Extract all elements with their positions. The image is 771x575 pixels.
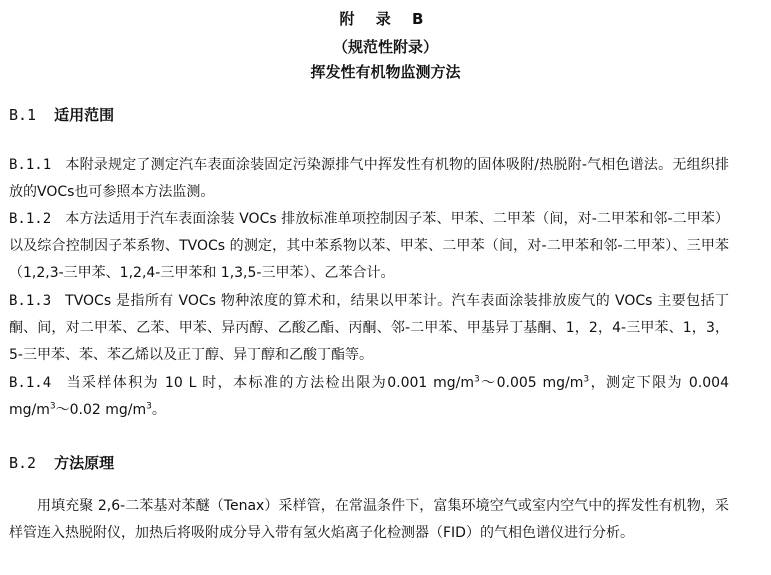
clause-text-part: 。 [151, 402, 166, 419]
section-b1-heading [9, 105, 114, 125]
section-b2-number: B.2 [9, 454, 37, 472]
superscript: 3 [474, 374, 480, 385]
clause-b1-1 [9, 152, 729, 206]
clause-number: B.1.1 [9, 157, 52, 173]
section-b1-number: B.1 [9, 106, 37, 124]
clause-text: 本附录规定了测定汽车表面涂装固定污染源排气中挥发性有机物的固体吸附/热脱附-气相色谱法。无组织排放的VOCs也可参照本方法监测。 [9, 157, 729, 201]
clause-text-part: 当采样体积为 10 L 时，本标准的方法检出限为0.001 mg/m [65, 375, 475, 391]
clause-text-part: ～0.005 mg/m [479, 375, 584, 391]
clause-number: B.1.2 [9, 211, 52, 227]
clause-b1-4 [9, 370, 729, 424]
appendix-label: 附 录 B [339, 10, 432, 28]
appendix-title: 挥发性有机物监测方法 [310, 63, 461, 81]
superscript: 3 [49, 401, 56, 412]
superscript: 3 [583, 374, 590, 385]
clause-b1-2 [9, 206, 729, 288]
section-b2-title: 方法原理 [54, 454, 115, 472]
clause-text: 本方法适用于汽车表面涂装 VOCs 排放标准单项控制因子苯、甲苯、二甲苯（间，对-二甲苯和邻-二甲苯）以及综合控制因子苯系物、TVOCs 的测定，其中苯系物以苯、甲苯、二甲苯（间，对-二甲苯和邻-二甲苯）、三甲苯（1,2,3-三甲苯、1,2,4-三甲苯和 1,3,5-三甲苯）、乙苯合计。 [9, 211, 729, 282]
section-b2-heading [9, 453, 114, 473]
section-b2-text: 用填充聚 2,6-二苯基对苯醚（Tenax）采样管，在常温条件下，富集环境空气或室内空气中的挥发性有机物，采样管连入热脱附仪，加热后将吸附成分导入带有氢火焰离子化检测器（FID）的气相色谱仪进行分析。 [9, 498, 729, 542]
superscript: 3 [146, 401, 152, 412]
appendix-nature: （规范性附录） [332, 38, 438, 56]
clause-text-part: ～0.02 mg/m [55, 402, 147, 419]
clause-b1-3 [9, 288, 729, 370]
section-b1-title: 适用范围 [54, 106, 115, 124]
clause-text-part: ，测定下限为 0.004 mg/m [9, 375, 729, 419]
clause-number: B.1.4 [9, 375, 52, 391]
clause-number: B.1.3 [9, 293, 52, 309]
clause-text: TVOCs 是指所有 VOCs 物种浓度的算术和，结果以甲苯计。汽车表面涂装排放废气的 VOCs 主要包括丁酮、间，对二甲苯、乙苯、甲苯、异丙醇、乙酸乙酯、丙酮、邻-二甲苯、甲基异丁基酮、1，2，4-三甲苯、1，3，5-三甲苯、苯、苯乙烯以及正丁醇、异丁醇和乙酸丁酯等。 [9, 293, 729, 364]
